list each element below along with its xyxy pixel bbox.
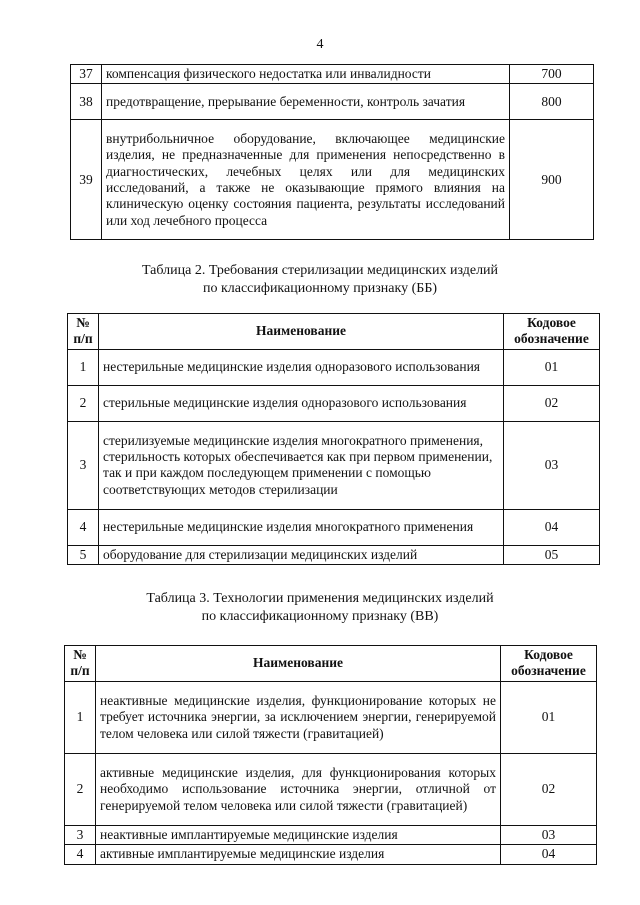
table-3-caption — [0, 590, 640, 626]
row-name: нестерильные медицинские изделия одноразового использования — [99, 349, 504, 385]
row-number: 3 — [68, 421, 99, 509]
table-3-caption-line-1: Таблица 3. Технологии применения медицинских изделий — [146, 591, 494, 606]
page-number: 4 — [316, 37, 324, 52]
row-number: 38 — [71, 84, 102, 120]
table-2-caption-line-2: по классификационному признаку (ББ) — [202, 281, 438, 297]
row-name: компенсация физического недостатка или инвалидности — [102, 65, 510, 84]
row-code: 04 — [501, 845, 597, 864]
row-code: 01 — [501, 681, 597, 753]
table-row — [71, 84, 594, 120]
table-3-application-technology — [64, 645, 597, 865]
table-1-continuation — [70, 64, 594, 240]
header-num: № п/п — [65, 646, 96, 682]
row-name: стерилизуемые медицинские изделия многократного применения, стерильность которых обеспечивается как при первом применении, так и при каждом последующем применении с помощью соответствующих методов стерилизации — [99, 421, 504, 509]
row-number: 3 — [65, 825, 96, 844]
header-code: Кодовое обозначение — [504, 314, 600, 350]
row-code: 900 — [510, 120, 594, 240]
row-name: предотвращение, прерывание беременности, контроль зачатия — [102, 84, 510, 120]
table-row — [68, 545, 600, 564]
row-name: оборудование для стерилизации медицинских изделий — [99, 545, 504, 564]
table-row — [65, 681, 597, 753]
row-number: 4 — [68, 509, 99, 545]
row-code: 02 — [504, 385, 600, 421]
table-row — [68, 509, 600, 545]
row-code: 03 — [501, 825, 597, 844]
table-header-row — [68, 314, 600, 350]
table-3-caption-line-2: по классификационному признаку (ВВ) — [201, 609, 439, 625]
table-header-row — [65, 646, 597, 682]
table-row — [65, 753, 597, 825]
table-2-sterilization — [67, 313, 600, 565]
table-row — [68, 385, 600, 421]
table-row — [71, 120, 594, 240]
header-name: Наименование — [99, 314, 504, 350]
table-row — [65, 845, 597, 864]
row-number: 1 — [65, 681, 96, 753]
row-number: 2 — [68, 385, 99, 421]
row-number: 5 — [68, 545, 99, 564]
row-number: 2 — [65, 753, 96, 825]
table-row — [65, 825, 597, 844]
table-row — [68, 421, 600, 509]
row-name: внутрибольничное оборудование, включающее медицинские изделия, не предназначенные для применения непосредственно в диагностических, лечебных целях или для медицинских исследований, а также не оказывающие прямого влияния на клиническую оценку состояния пациента, результаты исследований или ход лечебного процесса — [102, 120, 510, 240]
row-code: 05 — [504, 545, 600, 564]
row-code: 04 — [504, 509, 600, 545]
table-2-caption — [0, 262, 640, 298]
row-number: 1 — [68, 349, 99, 385]
row-name: неактивные медицинские изделия, функционирование которых не требует источника энергии, за исключением энергии, генерируемой телом человека или силой тяжести (гравитацией) — [96, 681, 501, 753]
row-number: 37 — [71, 65, 102, 84]
row-code: 800 — [510, 84, 594, 120]
header-code: Кодовое обозначение — [501, 646, 597, 682]
row-name: стерильные медицинские изделия одноразового использования — [99, 385, 504, 421]
row-code: 01 — [504, 349, 600, 385]
row-number: 4 — [65, 845, 96, 864]
table-2-caption-line-1: Таблица 2. Требования стерилизации медицинских изделий — [141, 263, 499, 278]
row-name: активные имплантируемые медицинские изделия — [96, 845, 501, 864]
row-name: неактивные имплантируемые медицинские изделия — [96, 825, 501, 844]
row-code: 02 — [501, 753, 597, 825]
row-code: 700 — [510, 65, 594, 84]
header-num: № п/п — [68, 314, 99, 350]
table-row — [68, 349, 600, 385]
row-name: активные медицинские изделия, для функционирования которых необходимо использование источника энергии, отличной от генерируемой телом человека или силой тяжести (гравитацией) — [96, 753, 501, 825]
row-number: 39 — [71, 120, 102, 240]
row-name: нестерильные медицинские изделия многократного применения — [99, 509, 504, 545]
header-name: Наименование — [96, 646, 501, 682]
table-row — [71, 65, 594, 84]
row-code: 03 — [504, 421, 600, 509]
